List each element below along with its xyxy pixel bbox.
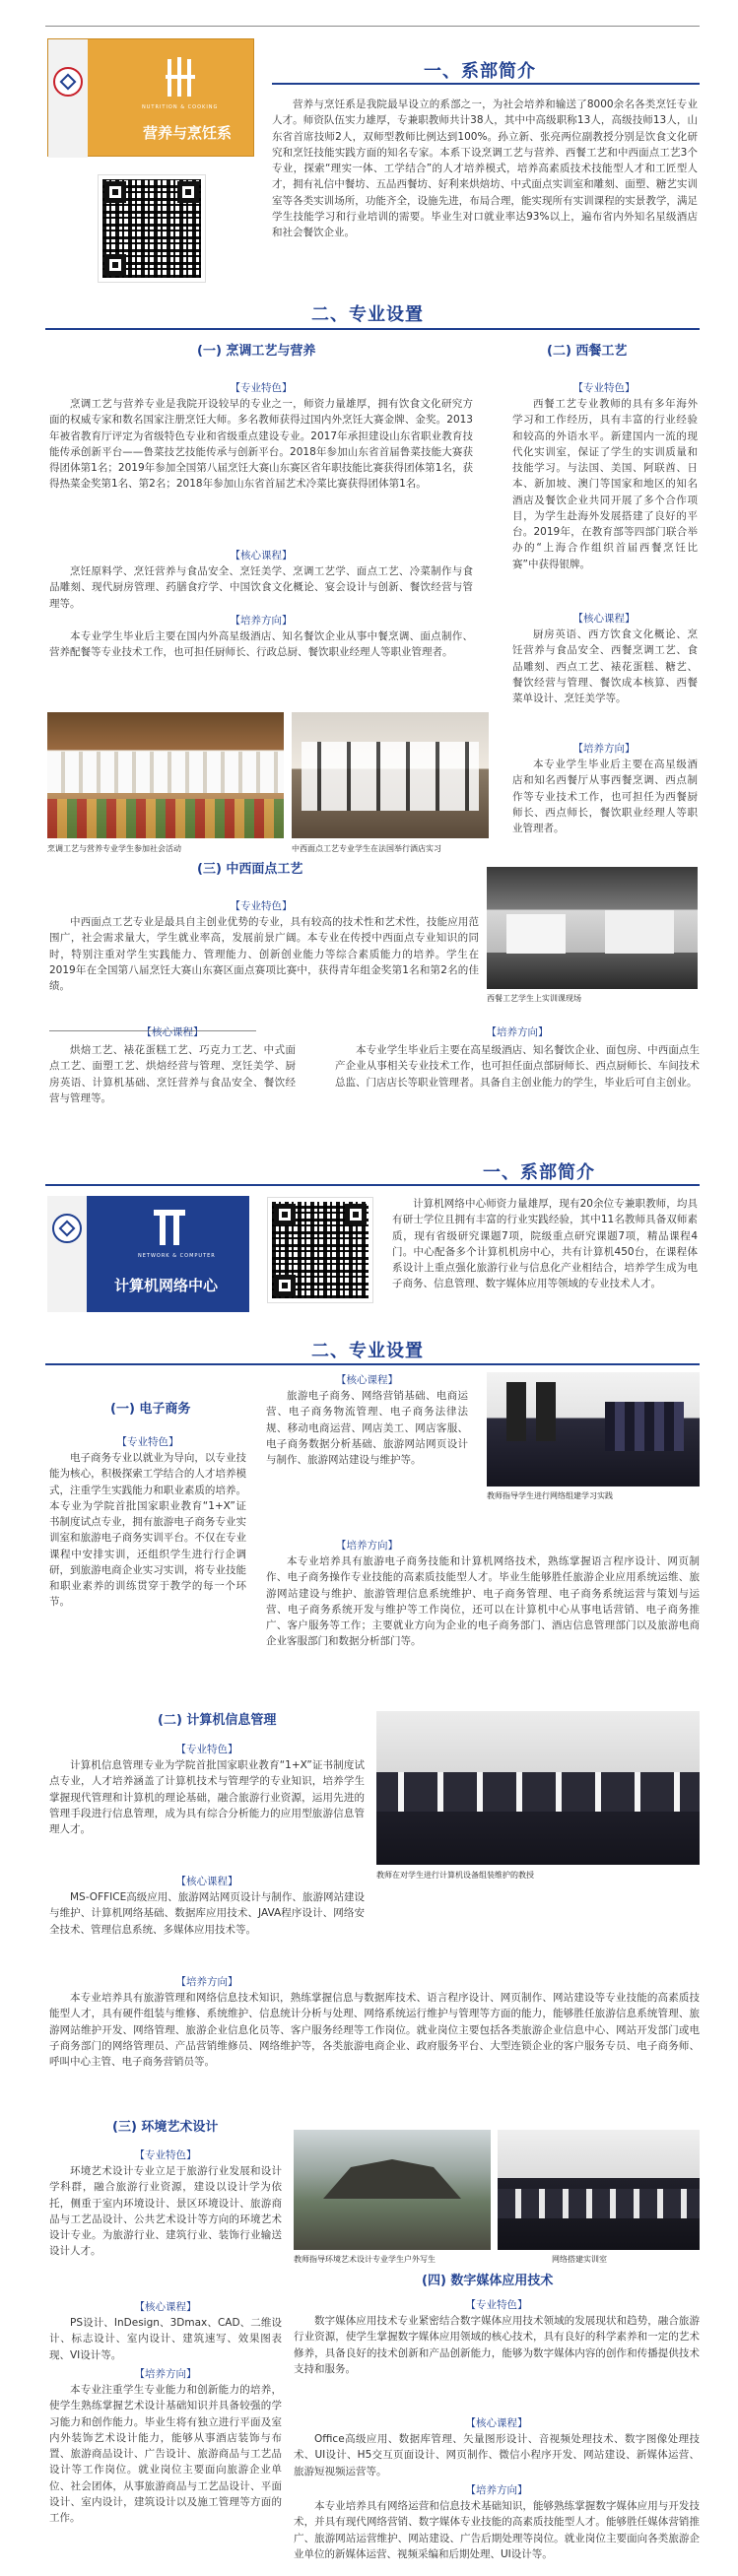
dept2-section2-title: 二、专业设置 xyxy=(311,1341,424,1361)
dept2-e2-feature: 计算机信息管理专业为学院首批国家职业教育“1+X”证书制度试点专业，人才培养涵盖了计算机技术与管理学的专业知识，培养学生掌握现代管理和计算机的理论基础，融合旅游行业资源，运用先进的管理手段进行信息管理，成为具有综合分析能力的应用型旅游信息管理人才。 xyxy=(49,1759,365,1836)
dept2-e1-title: (一) 电子商务 xyxy=(110,1402,191,1417)
seal-icon xyxy=(52,1214,82,1243)
dept2-e1-dir-tag: 【培养方向】 xyxy=(336,1540,398,1552)
dept1-caption-3: 西餐工艺学生上实训课现场 xyxy=(487,994,581,1003)
dept1-caption-1: 烹调工艺与营养专业学生参加社会活动 xyxy=(47,844,181,853)
dept1-m3-title: (三) 中西面点工艺 xyxy=(197,862,303,877)
dept2-e2-title: (二) 计算机信息管理 xyxy=(158,1713,277,1728)
dept2-e3-dir: 本专业注重学生专业能力和创新能力的培养，使学生熟练掌握艺术设计基础知识并具备较强的学习能力和创作能力。毕业生将有独立进行平面及室内外装饰艺术设计能力，能够从事酒店装饰与布置、旅游商品设计、广告设计、旅游商品与工艺品设计等工作岗位。就业岗位主要面向旅游企业单位、社会团体，从事旅游商品与工艺品设计、平面设计、室内设计，建筑设计以及施工管理等方面的工作。 xyxy=(49,2384,282,2525)
dept2-logo-title: 计算机网络中心 xyxy=(114,1277,219,1294)
dept2-e2-feature-tag: 【专业特色】 xyxy=(175,1744,238,1755)
dept2-qr-code xyxy=(268,1198,372,1302)
dept2-e4-feature: 数字媒体应用技术专业紧密结合数字媒体应用技术领域的发展现状和趋势，融合旅游行业资源，使学生掌握数字媒体应用领域的核心技术，具有良好的科学素养和一定的艺术修养，具备良好的技术创新和产品创新能力，能够为数字媒体内容的创作和传播提供技术支持和服务。 xyxy=(294,2315,700,2375)
dept2-e4-core-tag: 【核心课程】 xyxy=(465,2417,528,2429)
dept2-e4-title: (四) 数字媒体应用技术 xyxy=(422,2274,554,2288)
dept2-e2-dir-tag: 【培养方向】 xyxy=(175,1976,238,1988)
dept2-photo-network-lab xyxy=(487,1372,700,1486)
dept1-photo-students-abroad xyxy=(292,712,489,838)
dept1-m1-feature-tag: 【专业特色】 xyxy=(230,382,293,394)
dept2-e1-core: 旅游电子商务、网络营销基础、电商运营、电子商务物流管理、电子商务法律法规、移动电商运营、网店美工、网店客服、电子商务数据分析基础、旅游网站网页设计与制作、旅游网站建设与维护等。 xyxy=(266,1390,468,1467)
dept1-m3-feature-tag: 【专业特色】 xyxy=(230,900,293,912)
dept2-e3-core: PS设计、InDesign、3Dmax、CAD、二维设计、标志设计、室内设计、建筑速写、效果图表现、VI设计等。 xyxy=(49,2317,282,2361)
dept2-logo xyxy=(47,1196,249,1312)
dept2-caption-1: 教师指导学生进行网络组建学习实践 xyxy=(487,1491,613,1500)
dept1-caption-2: 中西面点工艺专业学生在法国举行酒店实习 xyxy=(292,844,441,853)
dept1-m3-feature: 中西面点工艺专业是最具自主创业优势的专业，具有较高的技术性和艺术性，技能应用范围广，社会需求量大，学生就业率高，发展前景广阔。本专业在传授中西面点专业知识的同时，特别注重对学生实践能力、管理能力、创新创业能力等综合素质能力的培养。学生在2019年在全国第八届烹饪大赛山东赛区面点赛项比赛中，获得青年组金奖第1名和第2名的佳绩。 xyxy=(49,916,479,993)
dept2-caption-2: 教师在对学生进行计算机设备组装维护的教授 xyxy=(376,1871,534,1880)
dept1-m3-dir-tag: 【培养方向】 xyxy=(486,1026,549,1038)
dept2-logo-sub: NETWORK & COMPUTER xyxy=(138,1253,216,1259)
dept2-caption-3: 教师指导环境艺术设计专业学生户外写生 xyxy=(294,2255,436,2264)
dept1-m1-title: (一) 烹调工艺与营养 xyxy=(197,344,316,359)
dept1-qr-code xyxy=(99,175,205,282)
dept2-section1-title: 一、系部简介 xyxy=(483,1162,595,1183)
dept1-photo-chefs-group xyxy=(47,712,284,838)
dept1-section1-title: 一、系部简介 xyxy=(424,61,536,82)
dept1-m3-core-tag: 【核心课程】 xyxy=(141,1026,204,1038)
dept1-logo-sub: NUTRITION & COOKING xyxy=(142,104,219,110)
dept1-m1-core: 烹饪原料学、烹饪营养与食品安全、烹饪美学、烹调工艺学、面点工艺、冷菜制作与食品雕刻、现代厨房管理、药膳食疗学、中国饮食文化概论、宴会设计与创新、餐饮经营与管理等。 xyxy=(49,565,473,610)
dept1-m1-dir: 本专业学生毕业后主要在国内外高星级酒店、知名餐饮企业从事中餐烹调、面点制作、营养配餐等专业技术工作，也可担任厨师长、行政总厨、餐饮职业经理人等职业管理者。 xyxy=(49,630,473,659)
dept1-photo-kitchen xyxy=(487,867,698,989)
dept2-e3-feature: 环境艺术设计专业立足于旅游行业发展和设计学科群，融合旅游行业资源，建设以设计学为依托，侧重于室内环境设计、景区环境设计、旅游商品与工艺品设计、公共艺术设计等方向的环境艺术设计专业。为旅游行业、建筑行业、装饰行业输送设计人才。 xyxy=(49,2165,282,2258)
dept1-m2-title: (二) 西餐工艺 xyxy=(547,344,628,359)
dept2-intro: 计算机网络中心师资力量雄厚，现有20余位专兼职教师，均具有研士学位且拥有丰富的行业实践经验，其中11名教师具备双师素质，现有省级研究课题7项，院级重点研究课题7项，精品课程4门。中心配备多个计算机机房中心，共有计算机450台，在课程体系设计上重点强化旅游行业与信息化产业相结合，培养学生成为电子商务、信息管理、数字媒体应用等领域的专业技术人才。 xyxy=(392,1198,698,1290)
dept2-e1-feature: 电子商务专业以就业为导向，以专业技能为核心，积极探索工学结合的人才培养模式，注重学生实践能力和职业素质的培养。本专业为学院首批国家职业教育“1+X”证书制度试点专业，拥有旅游电子商务专业实训室和旅游电子商务实训平台。不仅在专业课程中安排实训，还组织学生进行行企调研，到旅游电商企业实习实训，将专业技能和职业素养的训练贯穿于教学的每一个环节。 xyxy=(49,1452,246,1609)
dept2-e2-core: MS-OFFICE高级应用、旅游网站网页设计与制作、旅游网站建设与维护、计算机网络基础、数据库应用技术、JAVA程序设计、网络安全技术、管理信息系统、多媒体应用技术等。 xyxy=(49,1891,365,1936)
dept1-logo-title: 营养与烹饪系 xyxy=(143,124,233,142)
dept2-caption-4: 网络搭建实训室 xyxy=(552,2255,607,2264)
dept2-e3-title: (三) 环境艺术设计 xyxy=(112,2120,219,2135)
dept2-e4-core: Office高级应用、数据库管理、矢量图形设计、音视频处理技术、数字图像处理技术、UI设计、H5交互页面设计、网页制作、微信小程序开发、网站建设、新媒体运营、旅游短视频运营等。 xyxy=(294,2433,700,2477)
dept1-intro: 营养与烹饪系是我院最早设立的系部之一，为社会培养和输送了8000余名各类烹饪专业人才。师资队伍实力雄厚，专兼职教师共计38人，其中中高级职称13人，高级技师13人，山东省首席技师2人，双师型教师比例达到100%。孙立新、张亮两位副教授分别是饮食文化研究和烹饪技能实践方面的知名专家。本系下设烹调工艺与营养、西餐工艺和中西面点工艺3个专业，探索“理实一体、工学结合”的人才培养模式，培养高素质技术技能型人才和工匠型人才，拥有礼信中餐坊、五品西餐坊、好利来烘焙坊、中式面点实训室和雕刻、面塑、糖艺实训室等各类实训场所，功能齐全，设施先进，布局合理，能实现所有实训课程的实景教学，满足学生技能学习和行业培训的需要。毕业生对口就业率达93%以上，遍布省内外知名星级酒店和社会餐饮企业。 xyxy=(272,99,698,239)
seal-icon xyxy=(53,67,83,97)
dept1-m1-core-tag: 【核心课程】 xyxy=(230,550,293,561)
dept2-e1-dir: 本专业培养具有旅游电子商务技能和计算机网络技术，熟练掌握语言程序设计、网页制作、电子商务操作专业技能的高素质技能型人才。毕业生能够胜任旅游企业应用系统运维、旅游网站建设与维护、旅游管理信息系统维护、电子商务管理、电子商务系统运营与策划与运营、电子商务系统开发与维护等工作岗位，还可以在计算机中心从事电话营销、电子商务推广、客户服务等工作；主要就业方向为企业的电子商务部门、酒店信息管理部门以及旅游电商企业客服部门和数据分析部门等。 xyxy=(266,1555,700,1648)
dept2-e4-dir-tag: 【培养方向】 xyxy=(465,2484,528,2496)
dept2-e2-dir: 本专业培养具有旅游管理和网络信息技术知识，熟练掌握信息与数据库技术、语言程序设计、网页制作、网站建设等专业技能的高素质技能型人才，具有硬件组装与维修、系统维护、信息统计分析与处理、网络系统运行维护与管理等方面的能力，能够胜任旅游信息系统管理、旅游网站维护开发、网络管理、旅游企业信息化员等、客户服务经理等工作岗位。就业岗位主要包括各类旅游企业信息中心、网站开发部门或电子商务部门的网络管理员、产品营销维修员、网络维护等，各类旅游电商企业、政府服务平台、大型连锁企业的客户服务专员、电子商务师、呼叫中心主管、电子商务营销员等。 xyxy=(49,1992,700,2069)
dept2-e1-feature-tag: 【专业特色】 xyxy=(116,1436,179,1448)
dept1-m2-core-tag: 【核心课程】 xyxy=(572,613,636,625)
dept2-photo-network-build-lab xyxy=(498,2130,700,2250)
chef-emblem-icon xyxy=(162,55,201,100)
dept2-photo-outdoor-sketch xyxy=(294,2130,491,2250)
dept1-m2-dir-tag: 【培养方向】 xyxy=(572,743,636,755)
dept2-e2-core-tag: 【核心课程】 xyxy=(175,1876,238,1887)
dept1-m3-core: 烘焙工艺、裱花蛋糕工艺、巧克力工艺、中式面点工艺、面塑工艺、烘焙经营与管理、烹饪美学、厨房英语、计算机基础、烹饪营养与食品安全、餐饮经营与管理等。 xyxy=(49,1044,296,1104)
dept2-e3-core-tag: 【核心课程】 xyxy=(134,2301,197,2313)
dept2-e3-dir-tag: 【培养方向】 xyxy=(134,2368,197,2380)
dept1-m2-feature-tag: 【专业特色】 xyxy=(572,382,636,394)
dept1-m2-dir: 本专业学生毕业后主要在高星级酒店和知名西餐厅从事西餐烹调、西点制作等专业技术工作，也可担任为西餐厨师长、西点师长，餐饮职业经理人等职业管理者。 xyxy=(512,759,698,835)
dept1-m1-feature: 烹调工艺与营养专业是我院开设较早的专业之一，师资力量雄厚，拥有饮食文化研究方面的权威专家和数名国家注册烹饪大师。多名教师获得过国内外烹饪大赛金牌、金奖。2013年被省教育厅评定为省级特色专业和省级重点建设专业。2017年承担建设山东省职业教育技能传承创新平台——鲁菜技艺技能传承与创新平台。2018年参加山东省首届鲁菜技能大赛获得团体第1名；2019年参加全国第八届烹饪大赛山东赛区省年职技能比赛获得团体第1名，获得热菜金奖第1名、第2名；2018年参加山东省首届艺术冷菜比赛获得团体第1名。 xyxy=(49,398,473,491)
dept2-e3-feature-tag: 【专业特色】 xyxy=(134,2149,197,2161)
dept2-e4-dir: 本专业培养具有网络运营和信息技术基础知识，能够熟练掌握数字媒体应用与开发技术，并具有现代网络营销、数字媒体专业技能的高素质技能型人才。能够胜任媒体营销推广、旅游网站运营维护、网站建设、广告后期处理等岗位。就业岗位主要面向各类旅游企业单位的新媒体运营、视频采编和后期处理、UI设计等。 xyxy=(294,2500,700,2560)
network-emblem-icon xyxy=(150,1206,189,1249)
dept1-m3-dir: 本专业学生毕业后主要在高星级酒店、知名餐饮企业、面包房、中西面点生产企业从事相关专业技术工作，也可担任面点部厨师长、西点厨师长、车间技术总监、门店店长等职业管理者。具备自主创业能力的学生，毕业后可自主创业。 xyxy=(335,1044,700,1089)
dept1-m2-core: 厨房英语、西方饮食文化概论、烹饪营养与食品安全、西餐烹调工艺、食品雕刻、西点工艺、裱花蛋糕、糖艺、餐饮经营与管理、餐饮成本核算、西餐菜单设计、烹饪美学等。 xyxy=(512,628,698,705)
dept1-logo xyxy=(47,38,254,157)
dept2-e4-feature-tag: 【专业特色】 xyxy=(465,2299,528,2311)
dept2-photo-computer-assembly xyxy=(376,1711,700,1865)
dept2-e1-core-tag: 【核心课程】 xyxy=(336,1374,398,1386)
dept1-m2-feature: 西餐工艺专业教师的具有多年海外学习和工作经历，具有丰富的行业经验和较高的外语水平。新建国内一流的现代化实训室，保证了学生的实训质量和技能学习。与法国、美国、阿联酋、日本、新加坡、澳门等国家和地区的知名酒店及餐饮企业共同开展了多个合作项目，为学生赴海外发展搭建了良好的平台。2019年，在教育部等四部门联合举办的“上海合作组织首届西餐烹饪比赛”中获得银牌。 xyxy=(512,398,698,570)
dept1-m1-dir-tag: 【培养方向】 xyxy=(230,615,293,627)
dept1-section2-title: 二、专业设置 xyxy=(311,304,424,325)
